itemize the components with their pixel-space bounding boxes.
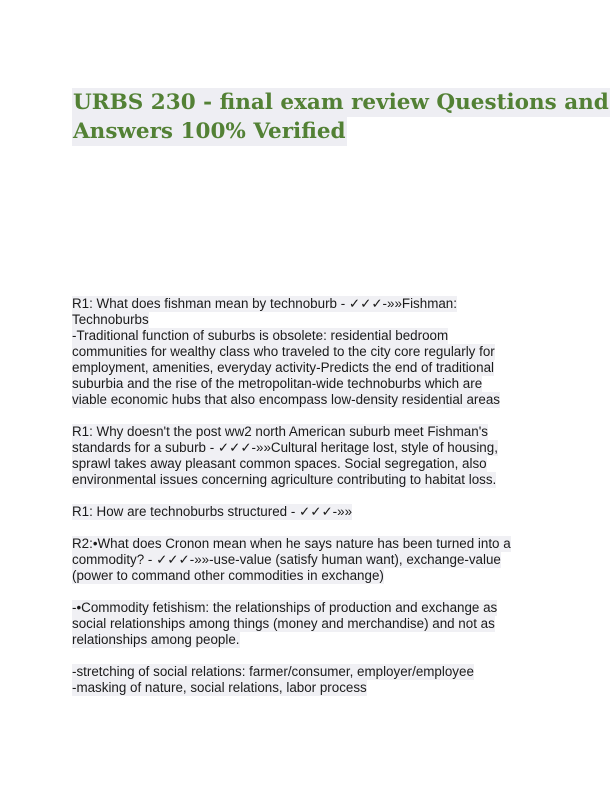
text-line: R2:•What does Cronon mean when he says nature has been turned into a (72, 536, 511, 551)
text-line: -masking of nature, social relations, labor process (72, 680, 367, 695)
text-line: sprawl takes away pleasant common spaces. Social segregation, also (72, 456, 487, 471)
text-line: (power to command other commodities in exchange) (72, 568, 384, 583)
text-line: employment, amenities, everyday activity-Predicts the end of traditional (72, 360, 495, 375)
title-line: URBS 230 - final exam review Questions and (73, 90, 609, 115)
qa-paragraph (72, 600, 542, 648)
qa-paragraph (72, 504, 542, 520)
text-line: standards for a suburb - ✓✓✓-»»Cultural heritage lost, style of housing, (72, 440, 498, 455)
text-line: R1: How are technoburbs structured - ✓✓✓-»» (72, 504, 353, 519)
qa-paragraph (72, 424, 542, 488)
text-line: commodity? - ✓✓✓-»»-use-value (satisfy human want), exchange-value (72, 552, 501, 567)
text-line: Technoburbs (72, 312, 149, 327)
document-body (72, 296, 542, 696)
text-line: relationships among people. (72, 632, 240, 647)
text-line: -stretching of social relations: farmer/consumer, employer/employee (72, 664, 474, 679)
text-line: environmental issues concerning agriculture contributing to habitat loss. (72, 472, 497, 487)
qa-paragraph (72, 296, 542, 408)
text-line: R1: What does fishman mean by technoburb - ✓✓✓-»»Fishman: (72, 296, 457, 311)
text-line: R1: Why doesn't the post ww2 north American suburb meet Fishman's (72, 424, 488, 439)
document-title (72, 88, 609, 146)
text-line: suburbia and the rise of the metropolitan-wide technoburbs which are (72, 376, 483, 391)
qa-paragraph (72, 536, 542, 584)
qa-paragraph (72, 664, 542, 696)
text-line: viable economic hubs that also encompass low-density residential areas (72, 392, 500, 407)
title-line: Answers 100% Verified (73, 119, 346, 144)
text-line: -•Commodity fetishism: the relationships of production and exchange as (72, 600, 498, 615)
text-line: social relationships among things (money and merchandise) and not as (72, 616, 495, 631)
text-line: -Traditional function of suburbs is obsolete: residential bedroom (72, 328, 449, 343)
text-line: communities for wealthy class who traveled to the city core regularly for (72, 344, 495, 359)
